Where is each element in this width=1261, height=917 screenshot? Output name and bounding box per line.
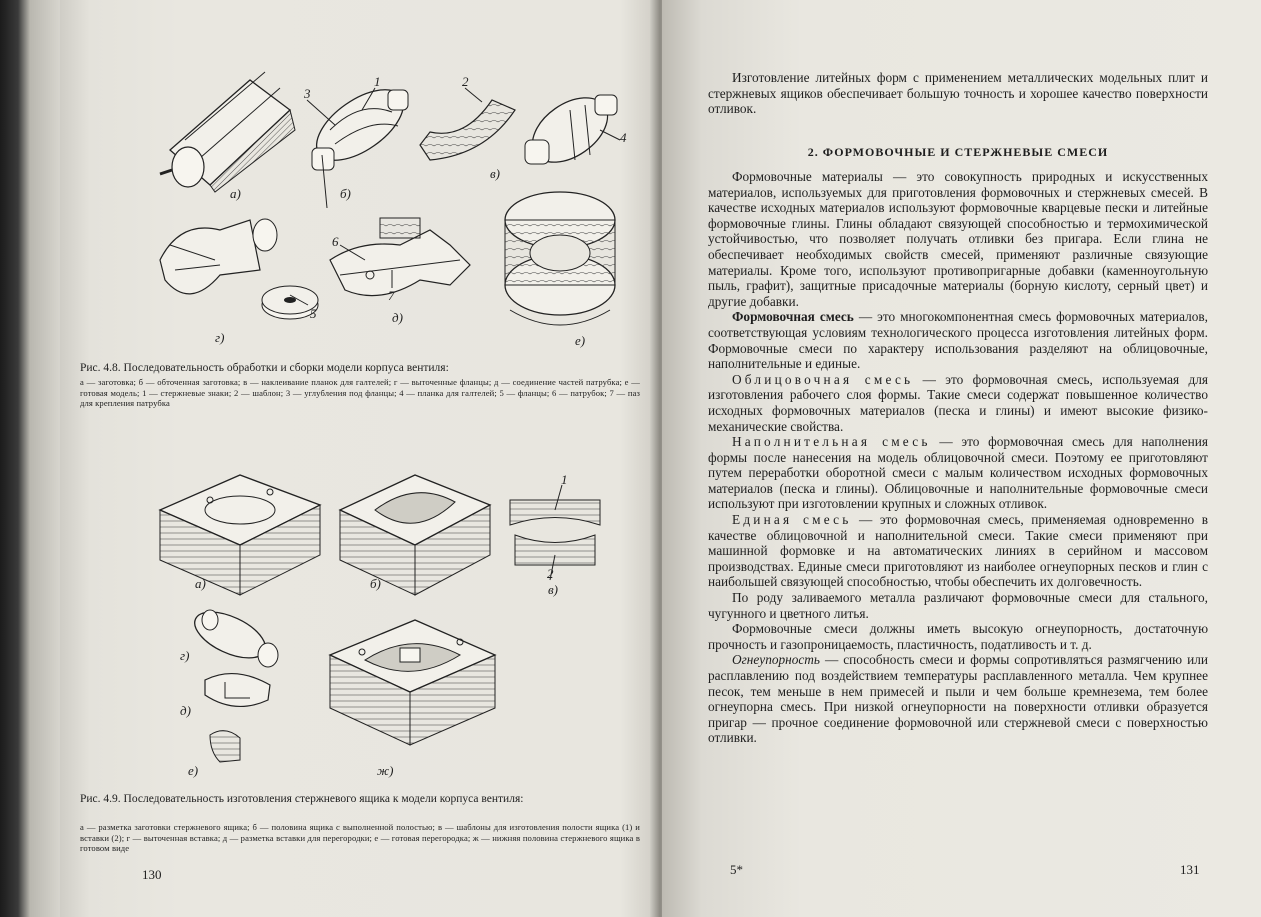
section-heading: 2. ФОРМОВОЧНЫЕ И СТЕРЖНЕВЫЕ СМЕСИ: [807, 145, 1109, 159]
fig49-label-e: е): [188, 763, 199, 778]
fig48-e-drawing: [505, 192, 615, 325]
book-edge-left: [0, 0, 60, 917]
fig48-label-g: г): [215, 330, 225, 345]
paragraph-napolnitelnaya-smes: [708, 434, 1208, 512]
fig48-callout-5: 5: [310, 306, 317, 321]
fig49-label-g: г): [180, 648, 190, 663]
fig49-caption-title: Рис. 4.9. Последовательность изготовления стержневого ящика к модели корпуса вентиля:: [80, 793, 524, 805]
fig48-caption-title: Рис. 4.8. Последовательность обработки и сборки модели корпуса вентиля:: [80, 362, 449, 374]
fig49-label-b: б): [370, 576, 381, 591]
fig48-callout-3: 3: [304, 86, 311, 101]
fig48-label-a: а): [230, 186, 241, 201]
signature-mark: 5*: [730, 862, 743, 877]
fig48-b-drawing: [305, 76, 416, 174]
fig49-zh-drawing: [330, 620, 495, 745]
intro-paragraph: [708, 70, 1208, 117]
paragraph-svoistva: Формовочные смеси должны иметь высокую огнеупорность, достаточную прочность и газопроницаемость, пластичность, податливость и т. д.: [708, 621, 1208, 652]
body-text: [708, 169, 1208, 746]
fig49-caption-legend: а — разметка заготовки стержневого ящика; б — половина ящика с выполненной полостью; в — шаблоны для изготовления полости ящика (1) и вставки (2); г — выточенная вставка; д — разметка вставки для перегородки; е — готовая перегородка; ж — нижняя половина стержневого ящика в готовом виде: [80, 822, 640, 853]
fig48-label-d: д): [392, 310, 403, 325]
fig49-e-drawing: [210, 731, 240, 762]
fig49-label-v: в): [548, 582, 558, 597]
term-edinaya-smes: Единая смесь: [732, 512, 852, 528]
fig49-g-drawing: [188, 603, 278, 668]
fig48-callout-2: 2: [462, 74, 469, 89]
paragraph-oblitsovochnaya-smes: [708, 372, 1208, 434]
term-formovochnaya-smes: Формовочная смесь: [732, 309, 854, 325]
fig48-label-b: б): [340, 186, 351, 201]
definition-edinaya-smes: — это формовочная смесь, применяемая одновременно в качестве облицовочной и наполнительной смеси. Такие смеси применяют при машинной формовке и на автоматических линиях в серийном и массовом производствах. Единые смеси приготовляют из наиболее огнеупорных песков и глин с наибольшей связующей способностью, чтобы обеспечить их долговечность.: [708, 512, 1208, 590]
figure-4-8: [130, 70, 650, 355]
fig48-callout-7: 7: [388, 288, 395, 303]
fig48-v-drawing: [420, 100, 515, 160]
fig48-callout-6: 6: [332, 234, 339, 249]
figure-4-9: [150, 470, 610, 785]
term-ogneupornost: Огнеупорность: [732, 652, 820, 668]
paragraph-ogneupornost: [708, 652, 1208, 746]
intro-text: Изготовление литейных форм с применением металлических модельных плит и стержневых ящиков обеспечивает большую точность и хорошее качество поверхности отливок.: [708, 70, 1208, 117]
paragraph-edinaya-smes: [708, 512, 1208, 590]
fig48-label-e: е): [575, 333, 586, 348]
definition-napolnitelnaya-smes: — это формовочная смесь для наполнения формы после нанесения на модель облицовочной смеси. Поэтому ее приготовляют путем переработки оборотной смеси с малым количеством исходных формовочных материалов (песка и глины). Облицовочные и наполнительные формовочные смеси используют при изготовлении крупных и сложных отливок.: [708, 434, 1208, 512]
fig49-a-drawing: [160, 475, 320, 595]
fig48-callout-4: 4: [620, 130, 627, 145]
fig49-d-drawing: [205, 674, 270, 707]
definition-oblitsovochnaya-smes: — это формовочная смесь, используемая для изготовления рабочего слоя формы. Такие смеси содержат повышенное количество исходных формовочных материалов (песка и глины) и имеют высокие физико-механические свойства.: [708, 371, 1208, 434]
fig48-callout-1: 1: [374, 74, 381, 89]
fig48-caption-legend: а — заготовка; б — обточенная заготовка; в — наклеивание планок для галтелей; г — выточенные фланцы; д — соединение частей патрубка; е — готовая модель; 1 — стержневые знаки; 2 — шаблон; 3 — углубления под фланцы; 4 — планка для галтелей; 5 — фланцы; 6 — патрубок; 7 — паз для крепления патрубка: [80, 377, 640, 408]
definition-ogneupornost: — способность смеси и формы сопротивляться размягчению или расплавлению под воздействием температуры расплавленного металла. Чем крупнее песок, тем меньше в нем примесей и пыли и чем больше кремнезема, тем более огнеупорна смесь. При низкой огнеупорности на поверхности отливки образуется пригар — прочное соединение формовочной или стержневой смеси с поверхностью отливки.: [708, 652, 1208, 746]
paragraph-formovochnye-materialy: Формовочные материалы — это совокупность природных и искусственных материалов, используемых для приготовления формовочных и стержневых смесей. В качестве исходных материалов используют формовочные кварцевые пески и литейные формовочные глины. Глины обладают связующей способностью и термохимической устойчивостью, что позволяет получать отливки без пригара. Если глина не обеспечивает необходимых свойств смесей, применяют различные связующие материалы. Кроме того, используют противопригарные добавки (каменноугольную пыль, графит), защитные присадочные материалы (борную кислоту, серный цвет) и другие добавки.: [708, 169, 1208, 309]
fig48-d2-drawing: [330, 218, 470, 296]
page-number-left: 130: [142, 867, 162, 882]
fig49-b-drawing: [340, 475, 490, 595]
paragraph-formovochnaya-smes: [708, 309, 1208, 371]
fig49-v-drawing: [510, 485, 600, 580]
fig48-g-drawing: [521, 85, 620, 176]
fig49-label-a: а): [195, 576, 206, 591]
fig48-label-v: в): [490, 166, 500, 181]
term-oblitsovochnaya-smes: Облицовочная смесь: [732, 371, 914, 387]
fig49-callout-1: 1: [561, 472, 568, 487]
definition-formovochnaya-smes: — это многокомпонентная смесь формовочных материалов, соответствующая условиям технологического процесса изготовления литейных форм. Формовочные смеси по характеру использования разделяют на облицовочные, наполнительные и единые.: [708, 309, 1208, 372]
paragraph-rod-metalla: По роду заливаемого металла различают формовочные смеси для стального, чугунного и цветного литья.: [708, 590, 1208, 621]
fig49-label-zh: ж): [377, 763, 394, 778]
fig48-a-drawing: [160, 72, 295, 192]
fig48-d1-drawing: [160, 219, 318, 319]
term-napolnitelnaya-smes: Наполнительная смесь: [732, 434, 931, 450]
fig49-callout-2: 2: [547, 566, 554, 581]
fig49-label-d: д): [180, 703, 191, 718]
page-number-right: 131: [1180, 862, 1200, 877]
